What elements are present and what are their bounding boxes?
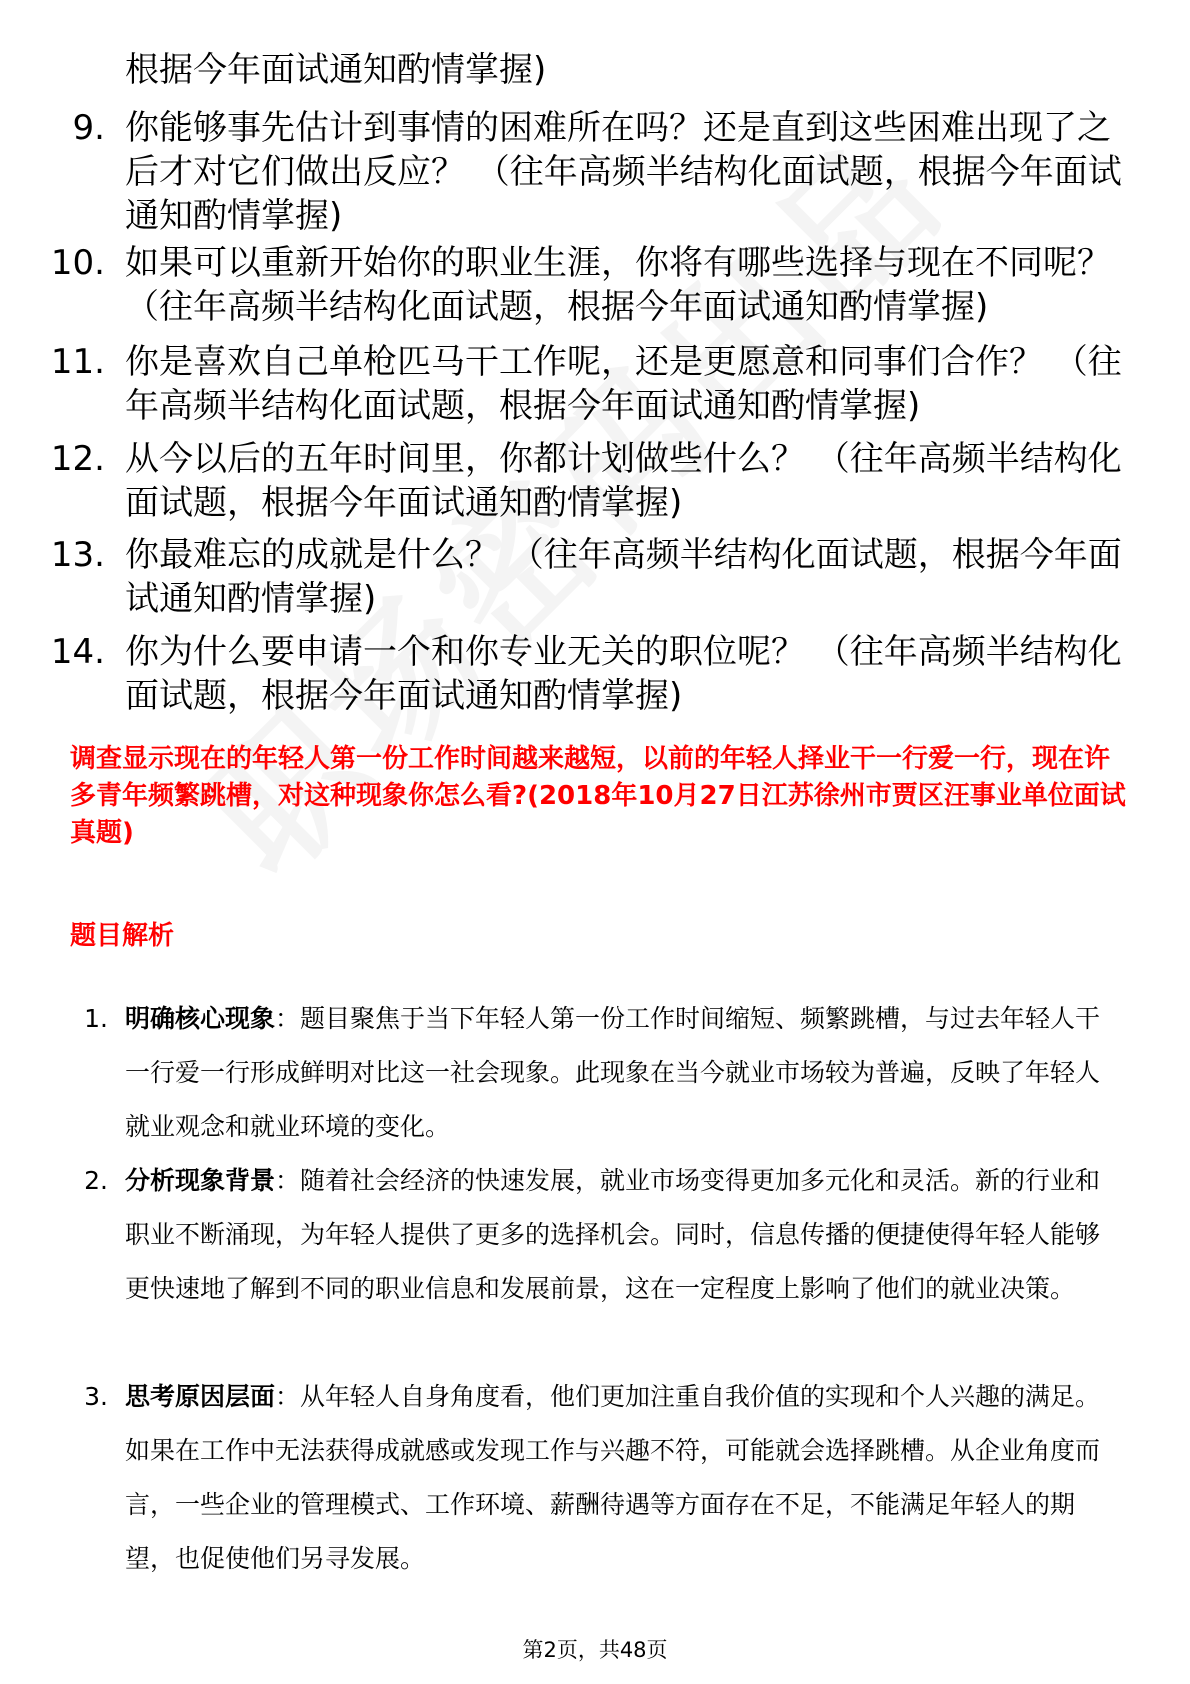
point-separator: ：	[275, 1382, 301, 1411]
question-text: 你为什么要申请一个和你专业无关的职位呢？ （往年高频半结构化面试题，根据今年面试通知酌情掌握)	[125, 632, 1122, 716]
point-text	[125, 1154, 1110, 1316]
page-footer: 第2页，共48页	[522, 1638, 668, 1662]
analysis-label: 题目解析	[70, 921, 175, 951]
question-text: 你能够事先估计到事情的困难所在吗？还是直到这些困难出现了之后才对它们做出反应？ （往年高频半结构化面试题，根据今年面试通知酌情掌握)	[125, 108, 1122, 236]
point-separator: ：	[275, 1004, 301, 1033]
point-term: 思考原因层面	[125, 1382, 276, 1411]
point-term: 分析现象背景	[125, 1166, 276, 1195]
section-heading: 调查显示现在的年轻人第一份工作时间越来越短，以前的年轻人择业干一行爱一行，现在许多青年频繁跳槽，对这种现象你怎么看?(2018年10月27日江苏徐州市贾区汪事业单位面试真题)	[70, 744, 1126, 848]
question-text: 你是喜欢自己单枪匹马干工作呢，还是更愿意和同事们合作？ （往年高频半结构化面试题，根据今年面试通知酌情掌握)	[125, 342, 1122, 426]
question-number: 12.	[50, 439, 105, 479]
question-number: 14.	[50, 632, 105, 672]
point-separator: ：	[275, 1166, 301, 1195]
point-body: 从年轻人自身角度看，他们更加注重自我价值的实现和个人兴趣的满足。如果在工作中无法获得成就感或发现工作与兴趣不符，可能就会选择跳槽。从企业角度而言，一些企业的管理模式、工作环境、薪酬待遇等方面存在不足，不能满足年轻人的期望，也促使他们另寻发展。	[125, 1382, 1101, 1573]
question-number: 13.	[50, 535, 105, 575]
point-term: 明确核心现象	[125, 1004, 276, 1033]
point-number: 2.	[84, 1166, 108, 1195]
point-number: 1.	[84, 1004, 108, 1033]
question-text: 如果可以重新开始你的职业生涯，你将有哪些选择与现在不同呢？ （往年高频半结构化面试题，根据今年面试通知酌情掌握)	[125, 243, 1111, 327]
point-text	[125, 1370, 1110, 1586]
question-number: 11.	[50, 342, 105, 382]
point-text	[125, 992, 1110, 1154]
continuation-text: 根据今年面试通知酌情掌握)	[125, 50, 547, 90]
point-body: 题目聚焦于当下年轻人第一份工作时间缩短、频繁跳槽，与过去年轻人干一行爱一行形成鲜明对比这一社会现象。此现象在当今就业市场较为普遍，反映了年轻人就业观念和就业环境的变化。	[125, 1004, 1101, 1141]
question-text: 从今以后的五年时间里，你都计划做些什么？ （往年高频半结构化面试题，根据今年面试通知酌情掌握)	[125, 439, 1122, 523]
point-number: 3.	[84, 1382, 108, 1411]
question-number: 10.	[50, 243, 105, 283]
point-body: 随着社会经济的快速发展，就业市场变得更加多元化和灵活。新的行业和职业不断涌现，为年轻人提供了更多的选择机会。同时，信息传播的便捷使得年轻人能够更快速地了解到不同的职业信息和发展前景，这在一定程度上影响了他们的就业决策。	[125, 1166, 1101, 1303]
question-text: 你最难忘的成就是什么？ （往年高频半结构化面试题，根据今年面试通知酌情掌握)	[125, 535, 1122, 619]
question-number: 9.	[72, 108, 105, 148]
